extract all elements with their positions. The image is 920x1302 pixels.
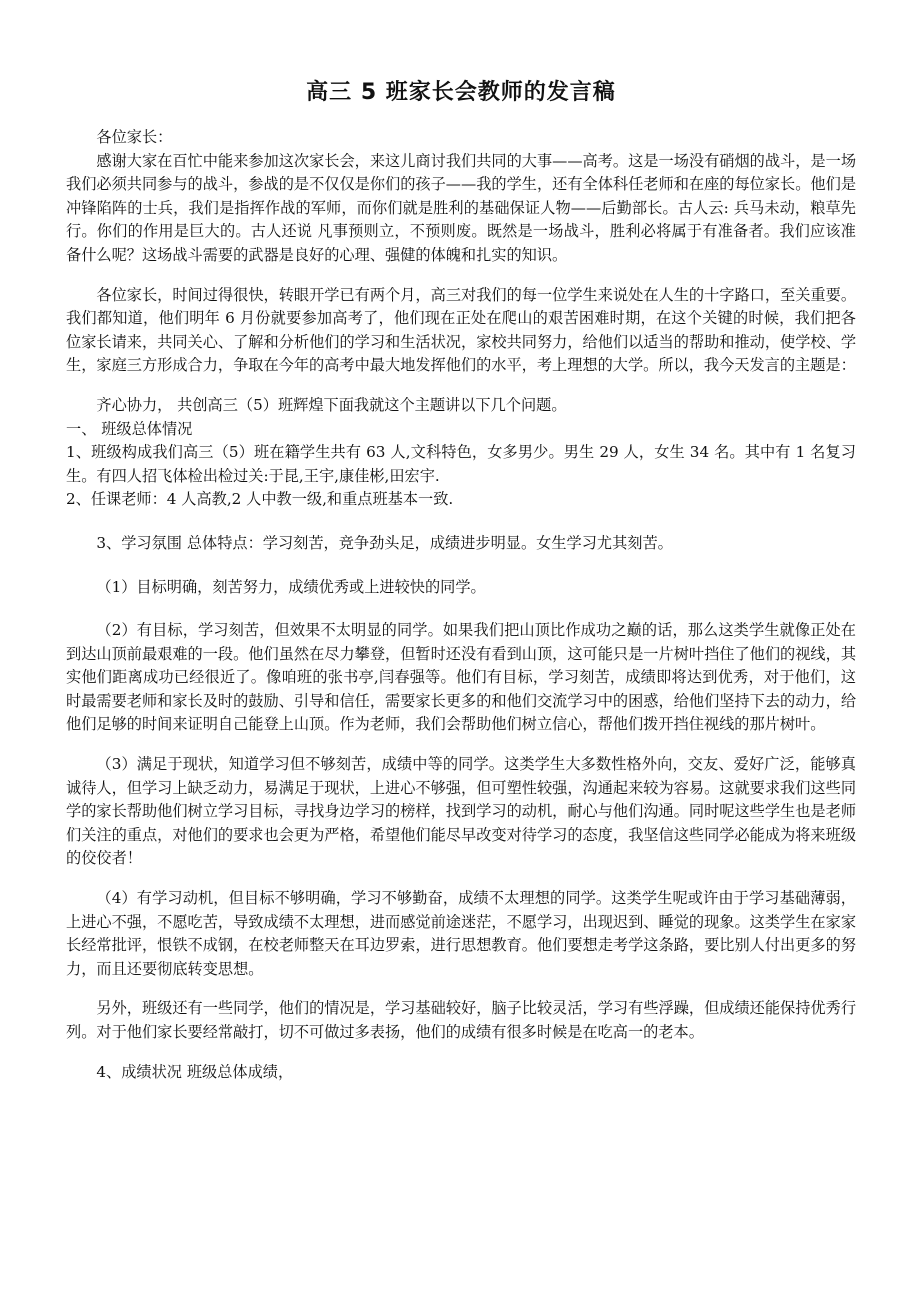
paragraph-teachers: 2、任课老师：4 人高教,2 人中教一级,和重点班基本一致. bbox=[66, 490, 454, 509]
paragraph-class-composition: 1、班级构成我们高三（5）班在籍学生共有 63 人,文科特色，女多男少。男生 29 人，女生 34 名。其中有 1 名复习生。有四人招飞体检出检过关:于昆,王宇,康佳彬,田宏宇. bbox=[66, 443, 856, 485]
paragraph-group-1: （1）目标明确，刻苦努力，成绩优秀或上进较快的同学。 bbox=[96, 577, 486, 596]
paragraph-scores: 4、成绩状况 班级总体成绩， bbox=[96, 1062, 294, 1081]
document-title: 高三 5 班家长会教师的发言稿 bbox=[306, 80, 616, 105]
paragraph-group-2: （2）有目标，学习刻苦，但效果不太明显的同学。如果我们把山顶比作成功之巅的话，那么这类学生就像正处在到达山顶前最艰难的一段。他们虽然在尽力攀登，但暂时还没有看到山顶，这可能只是一片树叶挡住了他们的视线，其实他们距离成功已经很近了。像咱班的张书亭,闫春强等。他们有目标，学习刻苦，成绩即将达到优秀，对于他们，这时最需要老师和家长及时的鼓励、引导和信任，需要家长更多的和他们交流学习中的困惑，给他们坚持下去的动力，给他们足够的时间来证明自己能登上山顶。作为老师，我们会帮助他们树立信心，帮他们拨开挡住视线的那片树叶。 bbox=[66, 621, 856, 734]
paragraph-theme: 齐心协力， 共创高三（5）班辉煌下面我就这个主题讲以下几个问题。 bbox=[96, 395, 567, 414]
paragraph-study-atmosphere: 3、学习氛围 总体特点：学习刻苦，竞争劲头足，成绩进步明显。女生学习尤其刻苦。 bbox=[96, 533, 673, 552]
paragraph-intro: 感谢大家在百忙中能来参加这次家长会，来这儿商讨我们共同的大事——高考。这是一场没有硝烟的战斗，是一场我们必须共同参与的战斗，参战的是不仅仅是你们的孩子——我的学生，还有全体科任老师和在座的每位家长。他们是冲锋陷阵的士兵，我们是指挥作战的军师，而你们就是胜利的基础保证人物——后勤部长。古人云: 兵马未动，粮草先行。你们的作用是巨大的。古人还说 凡事预则立，不预则废。既然是一场战斗，胜利必将属于有准备者。我们应该准备什么呢？这场战斗需要的武器是良好的心理、强健的体魄和扎实的知识。 bbox=[66, 151, 856, 264]
salutation: 各位家长： bbox=[96, 128, 173, 146]
paragraph-group-4: （4）有学习动机，但目标不够明确，学习不够勤奋，成绩不太理想的同学。这类学生呢或许由于学习基础薄弱，上进心不强，不愿吃苦，导致成绩不太理想，进而感觉前途迷茫，不愿学习，出现迟到、睡觉的现象。这类学生在家家长经常批评，恨铁不成钢，在校老师整天在耳边罗索，进行思想教育。他们要想走考学这条路，要比别人付出更多的努力，而且还要彻底转变思想。 bbox=[66, 889, 856, 978]
paragraph-time: 各位家长，时间过得很快，转眼开学已有两个月，高三对我们的每一位学生来说处在人生的十字路口，至关重要。我们都知道，他们明年 6 月份就要参加高考了，他们现在正处在爬山的艰苦困难时期，在这个关键的时候，我们把各位家长请来，共同关心、了解和分析他们的学习和生活状况，家校共同努力，给他们以适当的帮助和推动，使学校、学生，家庭三方形成合力，争取在今年的高考中最大地发挥他们的水平，考上理想的大学。所以，我今天发言的主题是： bbox=[66, 285, 856, 375]
paragraph-group-3: （3）满足于现状，知道学习但不够刻苦，成绩中等的同学。这类学生大多数性格外向，交友、爱好广泛，能够真诚待人，但学习上缺乏动力，易满足于现状，上进心不够强，但可塑性较强，沟通起来较为容易。这就要求我们这些同学的家长帮助他们树立学习目标，寻找身边学习的榜样，找到学习的动机，耐心与他们沟通。同时呢这些学生也是老师们关注的重点，对他们的要求也会更为严格，希望他们能尽早改变对待学习的态度，我坚信这些同学必能成为将来班级的佼佼者！ bbox=[66, 755, 856, 868]
section-heading-1: 一、 班级总体情况 bbox=[66, 419, 193, 438]
paragraph-others: 另外，班级还有一些同学，他们的情况是，学习基础较好，脑子比较灵活，学习有些浮躁，但成绩还能保持优秀行列。对于他们家长要经常敲打，切不可做过多表扬，他们的成绩有很多时候是在吃高一的老本。 bbox=[66, 999, 856, 1041]
document-page bbox=[66, 70, 856, 1084]
